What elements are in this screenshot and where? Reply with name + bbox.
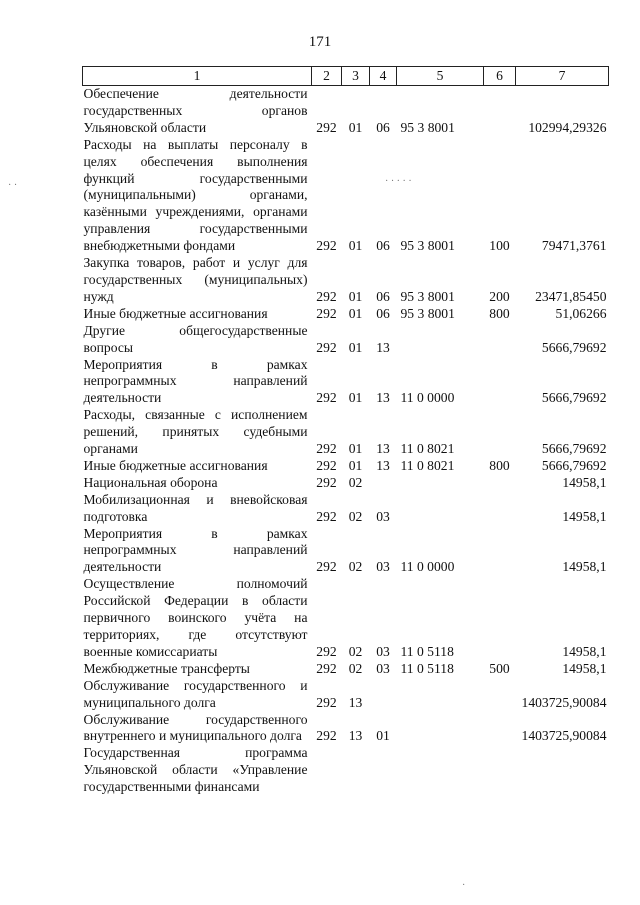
table-row bbox=[83, 678, 609, 712]
expense-type bbox=[484, 323, 516, 357]
subsection-code bbox=[370, 475, 397, 492]
amount: 102994,29326 bbox=[528, 119, 607, 135]
table-row bbox=[83, 306, 609, 323]
subsection-code: 01 bbox=[376, 728, 390, 744]
amount: 5666,79692 bbox=[541, 441, 607, 457]
target-article: 11 0 5118 bbox=[400, 643, 454, 659]
table-row bbox=[83, 526, 609, 577]
expense-name: Мероприятия в рамках непрограммных направлений деятельности bbox=[83, 356, 308, 406]
amount: 23471,85450 bbox=[535, 288, 607, 304]
target-article: 11 0 5118 bbox=[400, 660, 454, 676]
ministry-code: 292 bbox=[316, 390, 337, 406]
subsection-code: 03 bbox=[376, 643, 390, 659]
target-article bbox=[397, 678, 484, 712]
expense-type bbox=[484, 712, 516, 746]
table-row bbox=[83, 712, 609, 746]
expense-type bbox=[484, 407, 516, 458]
section-code: 01 bbox=[348, 119, 363, 135]
expense-name: Мобилизационная и вневойсковая подготовка bbox=[83, 491, 308, 524]
amount: 79471,3761 bbox=[541, 238, 607, 254]
column-header: 4 bbox=[370, 67, 397, 86]
subsection-code: 13 bbox=[376, 390, 390, 406]
section-code: 01 bbox=[348, 441, 363, 457]
section-code: 01 bbox=[348, 390, 363, 406]
column-header: 7 bbox=[516, 67, 609, 86]
target-article bbox=[397, 745, 484, 796]
ministry-code: 292 bbox=[316, 441, 337, 457]
amount bbox=[516, 745, 609, 796]
section-code: 01 bbox=[348, 238, 363, 254]
ministry-code: 292 bbox=[316, 559, 337, 575]
section-code: 02 bbox=[348, 643, 363, 659]
target-article: 11 0 0000 bbox=[400, 390, 455, 406]
section-code: 01 bbox=[348, 339, 363, 355]
subsection-code: 06 bbox=[376, 238, 390, 254]
amount: 5666,79692 bbox=[541, 339, 607, 355]
ministry-code: 292 bbox=[316, 339, 337, 355]
expense-type bbox=[484, 86, 516, 137]
target-article: 11 0 0000 bbox=[400, 559, 455, 575]
subsection-code: 03 bbox=[376, 508, 390, 524]
expense-type bbox=[484, 357, 516, 408]
amount: 14958,1 bbox=[562, 508, 607, 524]
expense-type bbox=[484, 576, 516, 661]
page-number: 171 bbox=[308, 34, 332, 50]
section-code: 13 bbox=[348, 694, 363, 710]
expense-name: Другие общегосударственные вопросы bbox=[83, 322, 308, 355]
expense-name: Обслуживание государственного внутреннего и муниципального долга bbox=[83, 711, 308, 744]
target-article: 95 3 8001 bbox=[400, 119, 455, 135]
section-code bbox=[342, 745, 370, 796]
section-code: 02 bbox=[348, 474, 363, 490]
subsection-code: 13 bbox=[376, 457, 390, 473]
expense-name: Осуществление полномочий Российской Федерации в области первичного воинского учёта на территориях, где отсутствуют военные комиссариаты bbox=[83, 576, 308, 659]
ministry-code: 292 bbox=[316, 288, 337, 304]
scan-speck: · bbox=[462, 880, 466, 891]
table-row bbox=[83, 407, 609, 458]
expense-name: Закупка товаров, работ и услуг для государственных (муниципальных) нужд bbox=[83, 255, 308, 304]
section-code: 02 bbox=[348, 660, 363, 676]
target-article: 95 3 8001 bbox=[400, 288, 455, 304]
ministry-code: 292 bbox=[316, 119, 337, 135]
amount: 14958,1 bbox=[562, 643, 607, 659]
expense-type: 800 bbox=[489, 305, 510, 321]
expense-name: Государственная программа Ульяновской области «Управление государственными финансами bbox=[83, 745, 308, 795]
expense-type bbox=[484, 745, 516, 796]
ministry-code: 292 bbox=[316, 305, 337, 321]
amount: 5666,79692 bbox=[541, 390, 607, 406]
amount: 5666,79692 bbox=[541, 457, 607, 473]
expense-type bbox=[484, 475, 516, 492]
table-row bbox=[83, 137, 609, 255]
expense-name: Мероприятия в рамках непрограммных направлений деятельности bbox=[83, 525, 308, 575]
subsection-code: 06 bbox=[376, 119, 390, 135]
expense-name: Национальная оборона bbox=[83, 474, 218, 490]
amount: 14958,1 bbox=[562, 474, 607, 490]
expense-type bbox=[484, 526, 516, 577]
table-row bbox=[83, 475, 609, 492]
expense-name: Обеспечение деятельности государственных органов Ульяновской области bbox=[83, 86, 308, 135]
section-code: 02 bbox=[348, 508, 363, 524]
expense-name: Иные бюджетные ассигнования bbox=[83, 305, 268, 321]
ministry-code: 292 bbox=[316, 238, 337, 254]
subsection-code bbox=[370, 745, 397, 796]
subsection-code: 03 bbox=[376, 660, 390, 676]
ministry-code: 292 bbox=[316, 660, 337, 676]
subsection-code: 03 bbox=[376, 559, 390, 575]
table-row bbox=[83, 357, 609, 408]
expense-type: 500 bbox=[489, 660, 510, 676]
target-article: 95 3 8001 bbox=[400, 238, 455, 254]
amount: 14958,1 bbox=[562, 559, 607, 575]
expense-type bbox=[484, 492, 516, 526]
table-row bbox=[83, 323, 609, 357]
table-row bbox=[83, 576, 609, 661]
amount: 51,06266 bbox=[555, 305, 607, 321]
section-code: 01 bbox=[348, 305, 363, 321]
column-header: 5 bbox=[397, 67, 484, 86]
ministry-code: 292 bbox=[316, 508, 337, 524]
target-article bbox=[397, 712, 484, 746]
expense-name: Межбюджетные трансферты bbox=[83, 660, 250, 676]
expense-type: 200 bbox=[489, 288, 510, 304]
ministry-code: 292 bbox=[316, 474, 337, 490]
scan-speck: · · · · · bbox=[385, 176, 412, 187]
ministry-code: 292 bbox=[316, 643, 337, 659]
section-code: 01 bbox=[348, 288, 363, 304]
section-code: 01 bbox=[348, 457, 363, 473]
scan-speck: · · bbox=[8, 180, 18, 191]
table-row bbox=[83, 86, 609, 137]
expense-name: Иные бюджетные ассигнования bbox=[83, 457, 268, 473]
ministry-code: 292 bbox=[316, 457, 337, 473]
expense-name: Обслуживание государственного и муниципального долга bbox=[83, 677, 308, 710]
amount: 1403725,90084 bbox=[521, 694, 607, 710]
ministry-code bbox=[312, 745, 342, 796]
table-row bbox=[83, 745, 609, 796]
target-article: 11 0 8021 bbox=[400, 441, 455, 457]
subsection-code: 06 bbox=[376, 288, 390, 304]
section-code: 13 bbox=[348, 728, 363, 744]
budget-table bbox=[82, 66, 609, 796]
ministry-code: 292 bbox=[316, 694, 337, 710]
subsection-code: 13 bbox=[376, 441, 390, 457]
ministry-code: 292 bbox=[316, 728, 337, 744]
expense-name: Расходы на выплаты персоналу в целях обеспечения выполнения функций государственными (муниципальными) органами, казёнными учреждениями, органами управления государственными внебюджетными фондами bbox=[83, 136, 308, 254]
section-code: 02 bbox=[348, 559, 363, 575]
subsection-code: 06 bbox=[376, 305, 390, 321]
target-article: 11 0 8021 bbox=[400, 457, 455, 473]
column-header: 6 bbox=[484, 67, 516, 86]
table-row bbox=[83, 458, 609, 475]
column-header: 3 bbox=[342, 67, 370, 86]
expense-type: 800 bbox=[489, 457, 510, 473]
amount: 14958,1 bbox=[562, 660, 607, 676]
target-article: 95 3 8001 bbox=[400, 305, 455, 321]
target-article bbox=[397, 323, 484, 357]
target-article bbox=[397, 492, 484, 526]
table-row bbox=[83, 492, 609, 526]
target-article bbox=[397, 475, 484, 492]
expense-type bbox=[484, 678, 516, 712]
subsection-code: 13 bbox=[376, 339, 390, 355]
amount: 1403725,90084 bbox=[521, 728, 607, 744]
table-header-row bbox=[83, 67, 609, 86]
table-row bbox=[83, 661, 609, 678]
expense-name: Расходы, связанные с исполнением решений, принятых судебными органами bbox=[83, 407, 308, 457]
table-row bbox=[83, 255, 609, 306]
column-header: 1 bbox=[83, 67, 312, 86]
expense-type: 100 bbox=[489, 238, 510, 254]
subsection-code bbox=[370, 678, 397, 712]
column-header: 2 bbox=[312, 67, 342, 86]
